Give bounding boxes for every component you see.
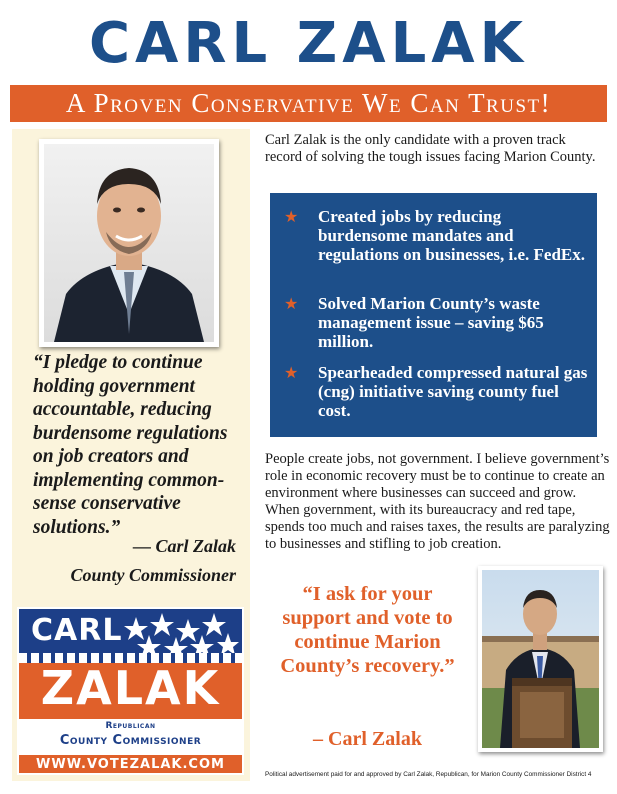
yard-sign-first-name: CARL xyxy=(31,613,123,648)
star-icon: ★ xyxy=(284,363,299,382)
yard-sign-office: County Commissioner xyxy=(59,733,202,748)
accomplishment-text: Solved Marion County’s waste management issue – saving $65 million. xyxy=(318,294,544,351)
body-paragraph: People create jobs, not government. I believe government’s role in economic recovery must be to continue to create an environment where businesses can succeed and grow. When government, with its bureaucracy and red tape, spends too much and raises taxes, the results are paralyzing to businesses and stifling to job creation. xyxy=(265,451,610,552)
tagline-banner xyxy=(10,85,607,122)
campaign-yard-sign xyxy=(17,607,244,775)
pledge-quote: “I pledge to continue holding government accountable, reducing burdensome regulations on job creators and implementing common-sense conservative solutions.” xyxy=(33,352,228,538)
yard-sign-party: Republican xyxy=(105,721,156,731)
candidate-name-header: CARL ZALAK xyxy=(88,11,529,76)
support-quote: “I ask for your support and vote to continue Marion County’s recovery.” xyxy=(280,583,455,677)
yard-sign-last-name: ZALAK xyxy=(40,661,221,715)
political-ad-disclaimer: Political advertisement paid for and approved by Carl Zalak, Republican, for Marion County Commissioner District 4 xyxy=(265,771,592,778)
candidate-speaking-photo xyxy=(478,566,603,752)
star-icon: ★ xyxy=(284,207,299,226)
stars-icon xyxy=(124,611,239,655)
campaign-website: WWW.VOTEZALAK.COM xyxy=(36,757,225,772)
left-column xyxy=(12,129,250,781)
portrait-image xyxy=(44,144,214,342)
accomplishment-text: Spearheaded compressed natural gas (cng) initiative saving county fuel cost. xyxy=(318,363,588,420)
intro-paragraph: Carl Zalak is the only candidate with a proven track record of solving the tough issues facing Marion County. xyxy=(265,132,596,165)
tagline-text: A Proven Conservative We Can Trust! xyxy=(65,88,552,118)
accomplishments-box xyxy=(270,193,597,437)
support-quote-attribution: – Carl Zalak xyxy=(313,728,422,750)
quote-attribution-name: — Carl Zalak xyxy=(132,536,236,556)
candidate-portrait xyxy=(39,139,219,347)
quote-attribution-title: County Commissioner xyxy=(70,565,236,585)
speaking-photo-image xyxy=(482,570,599,748)
star-icon: ★ xyxy=(284,294,299,313)
accomplishment-text: Created jobs by reducing burdensome mandates and regulations on businesses, i.e. FedEx. xyxy=(318,207,586,264)
